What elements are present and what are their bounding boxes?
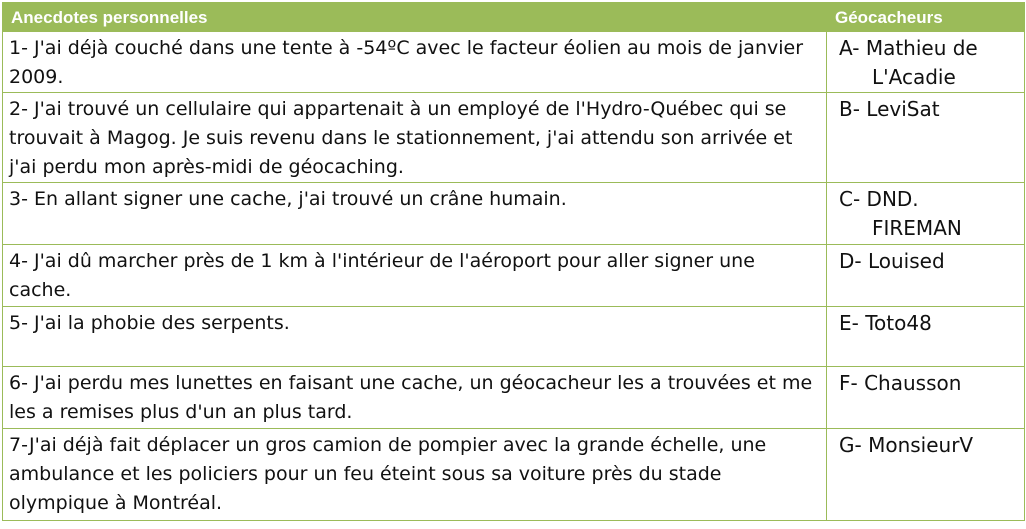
anecdote-cell: 7-J'ai déjà fait déplacer un gros camion de pompier avec la grande échelle, une ambulance et les policiers pour un feu éteint sous sa voiture près du stade olympique à Montréal. [3, 429, 827, 521]
header-geocachers: Géocacheurs [827, 3, 1025, 32]
geocacher-cell [827, 32, 1025, 93]
table-row [3, 245, 1025, 307]
geocacher-name: F- Chausson [839, 371, 962, 395]
table-row [3, 429, 1025, 521]
table-row [3, 32, 1025, 93]
geocacher-name-continued: L'Acadie [872, 65, 956, 89]
geocacher-cell [827, 245, 1025, 307]
geocacher-name-continued: FIREMAN [872, 216, 962, 240]
geocacher-name: C- DND. [839, 187, 919, 211]
anecdote-cell: 2- J'ai trouvé un cellulaire qui appartenait à un employé de l'Hydro-Québec qui se trouvait à Magog. Je suis revenu dans le stationnement, j'ai attendu son arrivée et j'ai perdu mon après-midi de géocaching. [3, 93, 827, 183]
anecdote-cell: 1- J'ai déjà couché dans une tente à -54ºC avec le facteur éolien au mois de janvier 2009. [3, 32, 827, 93]
geocacher-name: D- Louised [839, 249, 945, 273]
anecdote-cell: 4- J'ai dû marcher près de 1 km à l'intérieur de l'aéroport pour aller signer une cache. [3, 245, 827, 307]
geocacher-name: E- Toto48 [839, 311, 932, 335]
anecdote-cell: 5- J'ai la phobie des serpents. [3, 307, 827, 367]
geocacher-name: B- LeviSat [839, 97, 940, 121]
table-row [3, 307, 1025, 367]
table-row [3, 93, 1025, 183]
anecdote-cell: 6- J'ai perdu mes lunettes en faisant une cache, un géocacheur les a trouvées et me les a remises plus d'un an plus tard. [3, 367, 827, 429]
anecdotes-table [2, 2, 1025, 521]
geocacher-cell [827, 367, 1025, 429]
anecdote-cell: 3- En allant signer une cache, j'ai trouvé un crâne humain. [3, 183, 827, 245]
header-anecdotes: Anecdotes personnelles [3, 3, 827, 32]
geocacher-cell [827, 307, 1025, 367]
geocacher-name: A- Mathieu de [839, 36, 978, 60]
table-row [3, 367, 1025, 429]
geocacher-cell [827, 93, 1025, 183]
geocacher-name: G- MonsieurV [839, 433, 974, 457]
geocacher-cell [827, 183, 1025, 245]
table-row [3, 183, 1025, 245]
header-row [3, 3, 1025, 32]
geocacher-cell [827, 429, 1025, 521]
